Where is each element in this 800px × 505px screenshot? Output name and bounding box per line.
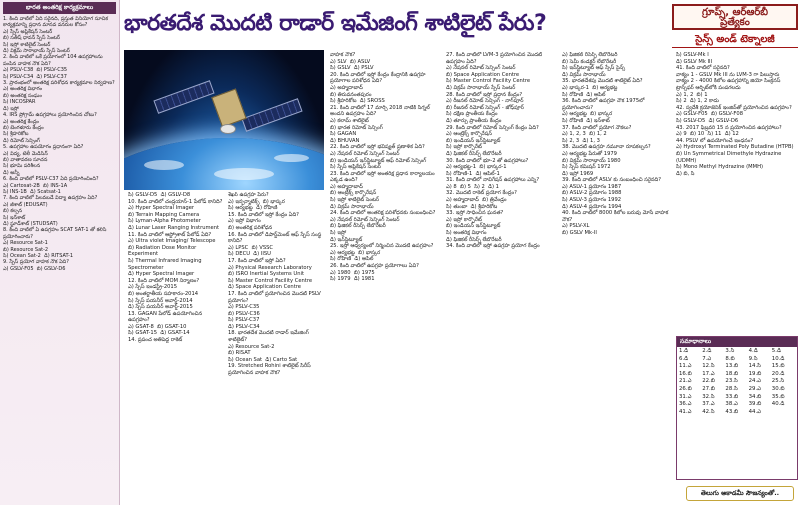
answer-item: 30.బి [771, 385, 785, 392]
section-label: సైన్స్ అండ్ టెక్నాలజీ [672, 32, 798, 48]
sidebar-questions [0, 0, 120, 505]
question-column-5: ఎ) ఫిజికల్ రీసెర్చ్ లేబొరేటరీ బి) సెమీ కండక్టర్ లేబొరేటరీ సి) ఇన్‌స్టిట్యూట్ ఆఫ్ స్పేస్ సైన్స్ డి) విక్రమ్ సారాభాయ్ 35. భారతదేశపు మొదటి శాటిలైట్ ఏది? ఎ) భాస్కర-1 బి) ఆర్యభట్ట సి) రోహిణి డి) ఆపిల్ 36. కింది వాటిలో ఉపగ్రహ నౌక 1975లో ప్రయోగించారు? ఎ) ఆర్యభట్ట బి) భాస్కర సి) రోహిణి డి) ఇన్‌శాట్ 37. కింది వాటిలో ప్రయోగ నౌకలు? ఎ) 1, 2, 3 బి) 1, 2 సి) 2, 3 డి) 1, 3 38. మొదటి ఉపగ్రహ నమూనా రూపకల్పన? ఎ) ఆర్యభట్ట పేరుతో 1979 బి) విక్రమ్ సారాభాయ్ 1980 సి) స్పేస్ కమిషన్ 1972 డి) ఇస్రో 1969 39. కింది వాటిలో ASLV కు సంబంధించి సరైనది? ఎ) ASLV-1 ప్రయోగం 1987 బి) ASLV-2 ప్రయోగం 1988 సి) ASLV-3 ప్రయోగం 1992 డి) ASLV-4 ప్రయోగం 1994 40. కింది వాటిలో 8000 కిలోల బరువు మోసే వాహక నౌక? ఎ) PSLV-XL బి) GSLV Mk-II [562, 52, 669, 237]
answer-item [772, 409, 795, 417]
answer-item: 32.సి [702, 393, 715, 400]
answer-item: 14.సి [748, 363, 761, 370]
answer-item: 10.డి [771, 355, 785, 362]
answer-item: 18.బి [725, 370, 739, 377]
answer-item: 11.ఎ [679, 363, 692, 370]
answer-item: 37.ఎ [702, 401, 715, 408]
answer-item: 6.డి [679, 355, 689, 362]
answer-item: 27.బి [702, 385, 715, 392]
answer-item: 17.ఎ [702, 370, 715, 377]
answer-item: 24.ఎ [748, 378, 761, 385]
cloud-shape [274, 154, 309, 162]
answer-item: 43.బి [725, 408, 739, 415]
answer-item: 35.బి [771, 393, 785, 400]
answer-item: 31.ఎ [679, 393, 692, 400]
answer-item: 20.డి [771, 370, 785, 377]
answer-item: 42.సి [702, 408, 715, 415]
answer-item: 12.సి [702, 363, 715, 370]
question-column-3: వాహక నౌక? ఎ) SLV బి) ASLV సి) GSLV డి) PSLV 20. కింది వాటిలో ఇస్రో కేంద్రం కేంద్రానికి ఉపగ్రహ ప్రయోగాల పరిశోధన ఏది? ఎ) అహ్మదాబాద్ బి) తిరువనంతపురం సి) శ్రీహరికోట డి) SROSS 21. కింది వాటిలో 17 మార్చి 2018 నాటికి సిగ్నల్ అందని ఉపగ్రహం ఏది? ఎ) కలామ్ శాటిలైట్ బి) భారత రిమోట్ సెన్సింగ్ సి) GAGAN డి) BHUVAN 22. కింది వాటిలో ఇస్రో భవిష్యత్ ప్రణాళిక ఏది? ఎ) నేషనల్ రిమోట్ సెన్సింగ్ సెంటర్ బి) ఇండియన్ ఇన్‌స్టిట్యూట్ ఆఫ్ రిమోట్ సెన్సింగ్ సి) స్పేస్ అప్లికేషన్ సెంటర్ 23. కింది వాటిలో ఇస్రో అంతరిక్ష ప్రధాన కార్యాలయం ఎక్కడ ఉంది? ఎ) అహ్మదాబాద్ బి) ఆంట్రిక్స్ కార్పొరేషన్ సి) ఇస్రో శాటిలైట్ సెంటర్ డి) విక్రమ్ సారాభాయ్ 24. కింది వాటిలో అంతరిక్ష పరిశోధనకు సంబంధించి? ఎ) నేషనల్ రిమోట్ సెన్సింగ్ సెంటర్ బి) ఫిజికల్ రీసెర్చ్ లేబొరేటరీ సి) ఇస్రో డి) ఇన్‌స్టిట్యూట్ 25. ఇస్రో ఆధ్వర్యంలో నిర్మించిన మొదటి ఉపగ్రహం? ఎ) ఆర్యభట్ట బి) భాస్కర సి) రోహిణి డి) ఆపిల్ 26. కింది వాటిలో ఉపగ్రహ ప్రయోగాలు ఏవి? ఎ) 1980 బి) 1975 సి) 1979 డి) 1981 [330, 52, 436, 283]
answer-item: 4.డి [748, 348, 758, 354]
answer-item: 39.బి [748, 401, 762, 408]
answer-item: 16.బి [679, 370, 692, 377]
answer-item: 2.డి [702, 348, 712, 354]
answer-item: 9.సి [748, 355, 758, 362]
answer-item: 5.డి [771, 348, 781, 354]
satellite-body [211, 89, 246, 128]
answer-item: 41.ఎ [679, 408, 692, 415]
answer-item: 38.ఎ [725, 401, 738, 408]
answer-key-heading: సమాధానాలు [677, 337, 797, 347]
solar-panel-right [241, 98, 302, 132]
answer-item: 44.ఎ [748, 408, 761, 415]
answer-item: 22.బి [702, 378, 715, 385]
answer-item: 8.బి [725, 355, 735, 362]
answer-item: 34.బి [748, 393, 762, 400]
answer-item: 26.బి [679, 385, 692, 392]
answer-item: 19.బి [748, 370, 762, 377]
answer-item: 28.సి [725, 385, 738, 392]
sidebar-body-text: 1. కింది వాటిలో ఏది సరైనది, ప్రస్తుత వినియోగ సూచిక కార్యక్రమాన్ని ప్రధాన మానవ వనరుల కోసం? ఎ) స్పేస్ అప్లికేషన్ సెంటర్ బి) సతీష్ ధావన్ స్పేస్ సెంటర్ సి) ఇస్రో శాటిలైట్ సెంటర్ డి) విక్రమ్ సారాభాయ్ స్పేస్ సెంటర్ 2. కింది వాటిలో ఒకే ప్రయోగంలో 104 ఉపగ్రహాలను పంపిన వాహక నౌక ఏది? ఎ) PSLV-C38 బి) PSLV-C35 సి) PSLV-C34 డి) PSLV-C37 3. ప్రారంభంలో అంతరిక్ష పరిశోధన కార్యక్రమాల నిర్వహణ? ఎ) అంతరిక్ష విభాగం బి) అంతరిక్ష సంఘం సి) INCOSPAR డి) ఇస్రో 4. IRS ప్రోగ్రామ్ ఉపగ్రహాలు ప్రయోగించిన చోటు? ఎ) అంతరిక్ష కేంద్రం బి) బెంగళూరు కేంద్రం సి) శ్రీహరికోట డి) రిమోట్ సెన్సింగ్ 5. ఉపగ్రహాల ఉపయోగం ప్రధానంగా ఏది? ఎ) విద్య, టెలీ మెడిసిన్ బి) వాతావరణ సూచన సి) భూమి పరిశీలన డి) అన్నీ 6. కింది వాటిలో PSLV-C37 ఏది ప్రయోగించింది? ఎ) Cartosat-2B బి) INS-1A సి) INS-1B డి) Scatsat-1 7. కింది వాటిలో పిలవబడే విద్యా ఉపగ్రహం ఏది? ఎ) జీశాట్ (EDUSAT) బి) కల్పన సి) ఇన్‌శాట్ డి) స్టూడ్‌శాట్ (STUDSAT) 8. కింది వాటిలో ఏ ఉపగ్రహం SCAT SAT-1 తో కలిసి ప్రయోగించారు? ఎ) Resource Sat-1 బి) Resource Sat-2 సి) Ocean Sat-2 డి) RITSAT-1 9. స్పేస్ ప్రయోగ వాహక నౌక ఏది? ఎ) GSLV-F05 బి) GSLV-D6 [3, 16, 115, 272]
answer-item: 3.సి [725, 348, 735, 354]
satellite-dish [220, 124, 236, 134]
satellite-image [124, 50, 324, 190]
cloud-shape [144, 160, 184, 170]
answer-grid [677, 347, 797, 417]
tag-line-1: గ్రూప్స్, ఆర్‌ఆర్‌బీ [701, 7, 769, 18]
tag-line-2: ప్రత్యేకం [720, 17, 750, 28]
question-column-6: సి) GSLV-Mk I డి) GSLV Mk III 41. కింది వాటిలో సరైనది? వాక్యం 1 - GSLV Mk III ను LVM-3 గా పిలుస్తారు వాక్యం 2 - 4000 కిలోల ఉపగ్రహాన్ని జియో సింక్రనస్ ట్రాన్స్‌ఫర్ ఆర్బిట్‌లోకి పంపగలదు ఎ) 1, 2 బి) 1 సి) 2 డి) 1, 2 కాదు 42. స్వదేశీ క్రయోజెనిక్ ఇంజిన్‌తో ప్రయోగించిన ఉపగ్రహం? ఎ) GSLV-F05 బి) GSLV-F08 సి) GSLV-D5 డి) GSLV-D6 43. 2017 ఫిబ్రవరి 15 న ప్రయోగించిన ఉపగ్రహాలు? ఎ) 9 బి) 10 సి) 11 డి) 12 44. PSLV లో ఉపయోగించే ఇంధనం? ఎ) Hydroxyl Terminated Poly Butadine (HTPB) బి) Un Symmetrical Dimethyle Hydrazine (UDMH) సి) Mono Methyl Hydrazine (MMH) డి) బి, సి [676, 52, 794, 177]
answer-item: 36.ఎ [679, 401, 692, 408]
question-column-1: సి) GSLV-D5 డి) GSLV-D8 10. కింది వాటిలో చంద్రయాన్-1 పేలోడ్ కానిది? ఎ) Hyper Spectral Imager బి) Terrain Mapping Camera సి) Lyman-Alpha Photometer డి) Lunar Laser Ranging Instrument 11. కింది వాటిలో ఆస్ట్రోశాట్ పేలోడ్ ఏది? ఎ) Ultra violet Imaging/ Telescope బి) Radiation Dose Monitor Experiment సి) Thermal Infrared Imaging Spectrometer డి) Hyper Spectral Imager 12. కింది వాటిలో MOM నిర్మాణం? ఎ) స్పేస్ ఇండస్ట్రీ-2015 బి) అంతర్జాతీయ సహకారం-2014 సి) స్పేస్ పయనీర్ అవార్డ్-2014 డి) స్పేస్ పయనీర్ అవార్డ్-2015 13. GAGAN పేలోడ్ ఉపయోగించిన ఉపగ్రహం? ఎ) GSAT-8 బి) GSAT-10 సి) GSAT-15 డి) GSAT-14 14. ప్రపంచ అతిపెద్ద రాకెట్ [128, 192, 223, 344]
answer-item: 29.ఎ [748, 385, 761, 392]
question-column-2: శేఖర్ ఉపగ్రహ పేరు? ఎ) ఇన్ఫర్మాటిక్స్ బి) భాస్కర సి) ఆర్యభట్ట డి) రోహిణి 15. కింది వాటిలో ఇస్రో కేంద్రం ఏది? ఎ) ఇస్రో విభాగం బి) అంతరిక్ష పరిశోధన 16. కింది వాటిలో డిపార్ట్‌మెంట్ ఆఫ్ స్పేస్ సంస్థ కానిది? ఎ) LPSC బి) VSSC సి) DECU డి) IISU 17. కింది వాటిలో ఇస్రో ఏది? ఎ) Physical Research Laboratory బి) ISRO Inertial Systems Unit సి) Master Control Facility Centre డి) Space Application Centre 17. కింది వాటిలో ప్రయోగించిన మొదటి PSLV ప్రయోగం? ఎ) PSLV-C35 బి) PSLV-C36 సి) PSLV-C37 డి) PSLV-C34 18. భారతదేశ మొదటి రాడార్ ఇమేజింగ్ శాటిలైట్? ఎ) Resource Sat-2 బి) RISAT సి) Ocean Sat డి) Carto Sat 19. Stretched Rohini శాటిలైట్ సిరీస్ ప్రయోగించిన వాహక నౌక? [228, 192, 322, 377]
answer-item: 13.బి [725, 363, 739, 370]
answer-item: 33.బి [725, 393, 739, 400]
question-column-4: 27. కింది వాటిలో LVM-3 ప్రయోగించిన మొదటి ఉపగ్రహం ఏది? ఎ) నేషనల్ రిమోట్ సెన్సింగ్ సెంటర్ బి) Space Application Centre సి) Master Control Facility Centre డి) విక్రమ్ సారాభాయ్ స్పేస్ సెంటర్ 28. కింది వాటిలో ఇస్రో ప్రధాన కేంద్రం? ఎ) రీజనల్ రిమోట్ సెన్సింగ్ - నాగ్‌పూర్ బి) రీజనల్ రిమోట్ సెన్సింగ్ - జోధ్‌పూర్ సి) దక్షిణ ప్రాంతీయ కేంద్రం డి) తూర్పు ప్రాంతీయ కేంద్రం 29. కింది వాటిలో రిమోట్ సెన్సింగ్ కేంద్రం ఏది? ఎ) ఆంట్రిక్స్ కార్పొరేషన్ బి) ఇండియన్ ఇన్‌స్టిట్యూట్ సి) ఇస్రో కార్పొరేట్ డి) ఫిజికల్ రీసెర్చ్ లేబొరేటరీ 30. కింది వాటిలో భూ-2 తో ఉపగ్రహాలు? ఎ) ఆర్యభట్ట-1 బి) భాస్కర-1 సి) రోహిణి-1 డి) ఆపిల్-1 31. కింది వాటిలో నావిగేషన్ ఉపగ్రహాలు ఎన్ని? ఎ) 8 బి) 5 సి) 2 డి) 1 32. మొదటి రాకెట్ ప్రయోగ కేంద్రం? ఎ) అహ్మదాబాద్ బి) త్రివేండ్రం సి) తుంబా డి) శ్రీహరికోట 33. ఇస్రో సాధించిన ఘనత? ఎ) ఇస్రో కార్పొరేట్ బి) ఇండియన్ ఇన్‌స్టిట్యూట్ సి) అంతరిక్ష విభాగం డి) ఫిజికల్ రీసెర్చ్ లేబొరేటరీ 34. కింది వాటిలో ఇస్రో ఉపగ్రహ ప్రయోగ కేంద్రం [446, 52, 543, 250]
cloud-shape [214, 168, 274, 180]
answer-item: 25.సి [771, 378, 785, 385]
answer-item: 40.డి [771, 401, 785, 408]
credit-box: తెలుగు అకాడమీ సౌజన్యంతో.. [686, 486, 794, 501]
answer-key [676, 336, 798, 480]
special-tag-box [672, 4, 798, 30]
answer-item: 21.ఎ [679, 378, 692, 385]
answer-item: 23.సి [725, 378, 738, 385]
answer-item: 7.ఎ [702, 355, 712, 362]
solar-panel-left [153, 80, 214, 114]
sidebar-heading: భారత అంతరిక్ష కార్యక్రమాలు [3, 2, 116, 14]
page-title: భారతదేశ మొదటి రాడార్ ఇమేజింగ్ శాటిలైట్ పేరు? [124, 11, 547, 36]
answer-item: 15.బి [771, 363, 785, 370]
answer-item: 1.డి [679, 348, 689, 354]
